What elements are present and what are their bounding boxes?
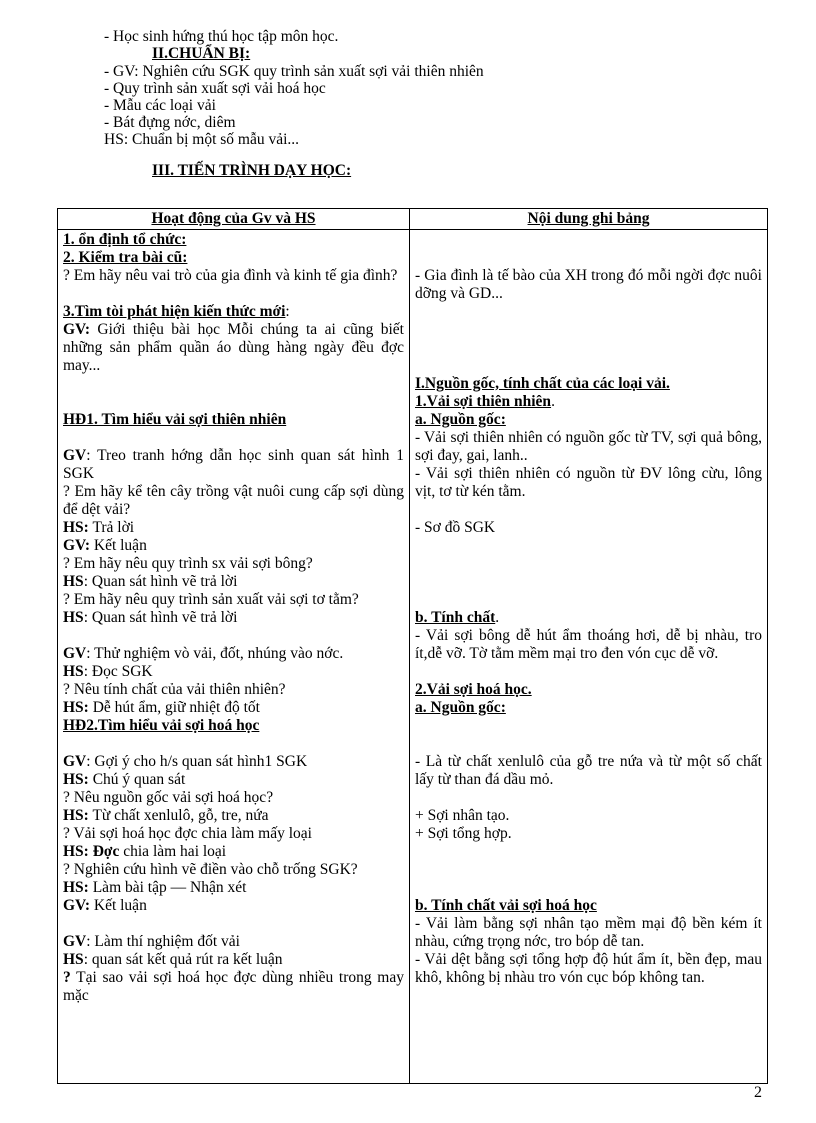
content-line: - Vải dệt bằng sợi tổng hợp độ hút ẩm ít, bền đẹp, mau khô, không bị nhàu tro vón cục bóp không tan. [415,951,762,986]
content-heading: I.Nguồn gốc, tính chất của các loại vải. [415,375,670,392]
prep-item: - Mẫu các loại vải [104,97,216,114]
student-line: HS: quan sát kết quả rút ra kết luận [63,951,283,968]
content-line: - Sơ đồ SGK [415,519,496,536]
content-subheading: 1.Vải sợi thiên nhiên. [415,393,555,410]
teacher-line: GV: Làm thí nghiệm đốt vải [63,933,240,950]
question: ? Nêu tính chất của vải thiên nhiên? [63,681,286,698]
question: ? Em hãy kể tên cây trồng vật nuôi cung cấp sợi dùng để dệt vải? [63,483,404,518]
content-line: - Vải sợi bông dễ hút ẩm thoáng hơi, dễ bị nhàu, tro ít,dễ vỡ. Tờ tằm mềm mại tro đen vón cục dễ vỡ. [415,627,762,662]
content-subheading: 2.Vải sợi hoá học. [415,681,532,698]
teacher-line: GV: Kết luận [63,537,147,554]
student-line: HS: Trả lời [63,519,135,536]
content-line: - Là từ chất xenlulô của gỗ tre nứa và từ một số chất lấy từ than đá dầu mỏ. [415,753,762,788]
section-heading-preparation: II.CHUẨN BỊ: [152,45,251,62]
teacher-line: GV: Giới thiệu bài học Mỗi chúng ta ai cũng biết những sản phẩm quần áo dùng hàng ngày đều đợc may... [63,321,404,374]
teacher-line: GV: Kết luận [63,897,147,914]
step-heading: 1. ổn định tổ chức: [63,231,187,248]
teacher-line: GV: Thử nghiệm vò vải, đốt, nhúng vào nớc. [63,645,344,662]
section-heading-process: III. TIẾN TRÌNH DẠY HỌC: [152,162,352,179]
activity-heading-1: HĐ1. Tìm hiểu vải sợi thiên nhiên [63,411,287,428]
teacher-line: GV: Treo tranh hớng dẫn học sinh quan sát hình 1 SGK [63,447,404,482]
intro-line: - Học sinh hứng thú học tập môn học. [104,28,339,45]
student-line: HS: Từ chất xenlulô, gỗ, tre, nứa [63,807,269,824]
lesson-table [57,208,768,1084]
question: ? Tại sao vải sợi hoá học đợc dùng nhiều trong may mặc [63,969,404,1004]
prep-item: - Quy trình sản xuất sợi vải hoá học [104,80,326,97]
student-line: HS: Quan sát hình vẽ trả lời [63,573,238,590]
question: ? Nghiên cứu hình vẽ điền vào chỗ trống SGK? [63,861,358,878]
content-line: - Vải sợi thiên nhiên có nguồn từ ĐV lông cừu, lông vịt, tơ từ kén tằm. [415,465,762,500]
page-number: 2 [754,1084,762,1101]
student-line: HS: Làm bài tập — Nhận xét [63,879,247,896]
content-line: - Vải làm bằng sợi nhân tạo mềm mại độ bền kém ít nhàu, cứng trọng nớc, tro bóp dễ tan. [415,915,762,950]
content-subheading: b. Tính chất. [415,609,500,626]
content-line: - Vải sợi thiên nhiên có nguồn gốc từ TV, sợi quả bông, sợi đay, gai, lanh.. [415,429,762,464]
question: ? Nêu nguồn gốc vải sợi hoá học? [63,789,274,806]
answer: - Gia đình là tế bào của XH trong đó mỗi ngời đợc nuôi dỡng và GD... [415,267,762,302]
activity-heading-2: HĐ2.Tìm hiểu vải sợi hoá học [63,717,260,734]
question: ? Em hãy nêu quy trình sản xuất vải sợi tơ tằm? [63,591,359,608]
board-content-column [410,230,768,1084]
student-line: HS: Dễ hút ẩm, giữ nhiệt độ tốt [63,699,260,716]
question: ? Em hãy nêu vai trò của gia đình và kinh tế gia đình? [63,267,398,284]
intro-section [104,28,724,179]
prep-item: HS: Chuẩn bị một số mẫu vải... [104,131,300,148]
step-heading: 3.Tìm tòi phát hiện kiến thức mới: [63,303,290,320]
teacher-line: GV: Gợi ý cho h/s quan sát hình1 SGK [63,753,308,770]
content-subheading: a. Nguồn gốc: [415,411,506,428]
activities-column [58,230,410,1084]
header-activities: Hoạt động của Gv và HS [58,209,410,230]
question: ? Em hãy nêu quy trình sx vải sợi bông? [63,555,313,572]
content-subheading: a. Nguồn gốc: [415,699,506,716]
step-heading: 2. Kiểm tra bài cũ: [63,249,188,266]
content-line: + Sợi tổng hợp. [415,825,512,842]
question: ? Vải sợi hoá học đợc chia làm mấy loại [63,825,312,842]
prep-item: - Bát đựng nớc, diêm [104,114,236,131]
header-board-content: Nội dung ghi bảng [410,209,768,230]
content-line: + Sợi nhân tạo. [415,807,510,824]
prep-item: - GV: Nghiên cứu SGK quy trình sản xuất sợi vải thiên nhiên [104,63,484,80]
student-line: HS: Quan sát hình vẽ trả lời [63,609,238,626]
student-line: HS: Chú ý quan sát [63,771,186,788]
student-line: HS: Đọc SGK [63,663,153,680]
student-line: HS: Đợc chia làm hai loại [63,843,227,860]
content-subheading: b. Tính chất vải sợi hoá học [415,897,597,914]
